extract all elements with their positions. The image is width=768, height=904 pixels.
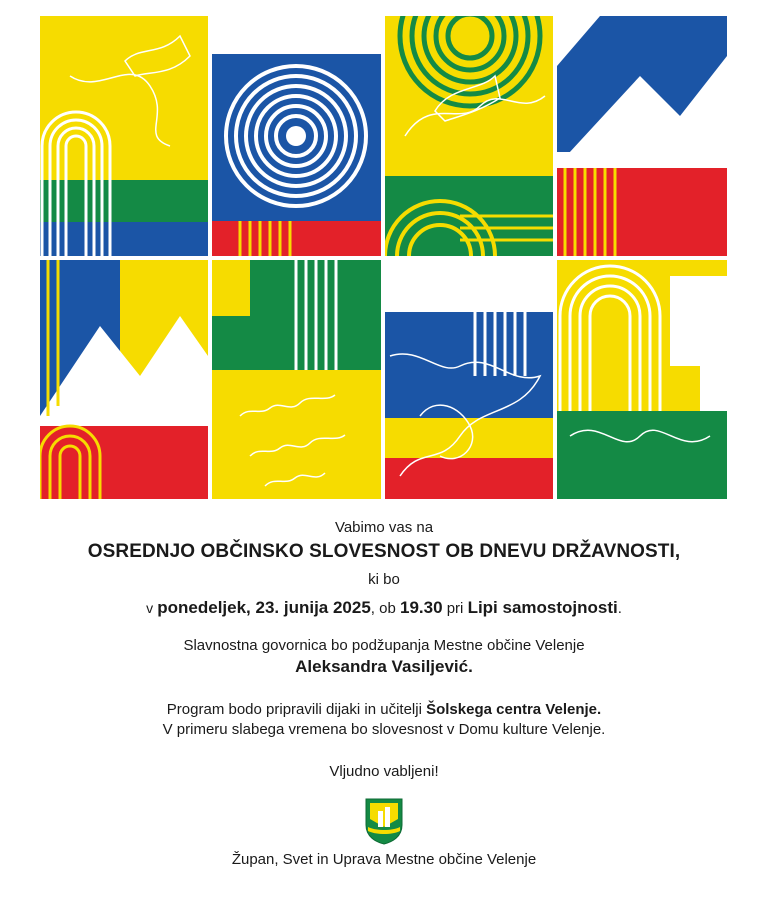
place-prefix: pri: [446, 600, 464, 617]
weather-note: V primeru slabega vremena bo slovesnost v Domu kulture Velenje.: [162, 721, 606, 738]
tile-5: [40, 260, 208, 499]
tile-1: [40, 16, 208, 256]
tile-4: [557, 16, 727, 256]
speaker-name: Aleksandra Vasiljević.: [295, 657, 473, 676]
date-line: [0, 598, 768, 619]
greeting: Vljudno vabljeni!: [329, 763, 439, 780]
velenje-crest-icon: [364, 797, 404, 845]
event-title: OSREDNJO OBČINSKO SLOVESNOST OB DNEVU DRŽAVNOSTI,: [87, 541, 681, 562]
program-line: [0, 700, 768, 720]
intro-text: Vabimo vas na: [334, 519, 434, 536]
tile-7: [385, 312, 553, 499]
tile-2: [212, 54, 381, 256]
tile-6: [212, 260, 381, 499]
artwork-collage: [40, 16, 727, 499]
program-org: Šolskega centra Velenje.: [426, 701, 602, 718]
tile-8: [557, 260, 727, 499]
signature: Župan, Svet in Uprava Mestne občine Velenje: [231, 851, 537, 868]
speaker-intro: Slavnostna govornica bo podžupanja Mestne občine Velenje: [183, 637, 585, 654]
date-prefix: v: [146, 600, 154, 616]
event-time: 19.30: [400, 598, 443, 617]
place-suffix: .: [617, 600, 622, 617]
ki-bo-text: ki bo: [368, 571, 400, 588]
time-prefix: , ob: [370, 600, 396, 617]
event-place: Lipi samostojnosti: [467, 598, 618, 617]
tile-3: [385, 16, 553, 256]
event-date: ponedeljek, 23. junija 2025: [157, 598, 371, 617]
program-text: Program bodo pripravili dijaki in učitelji: [166, 701, 422, 718]
